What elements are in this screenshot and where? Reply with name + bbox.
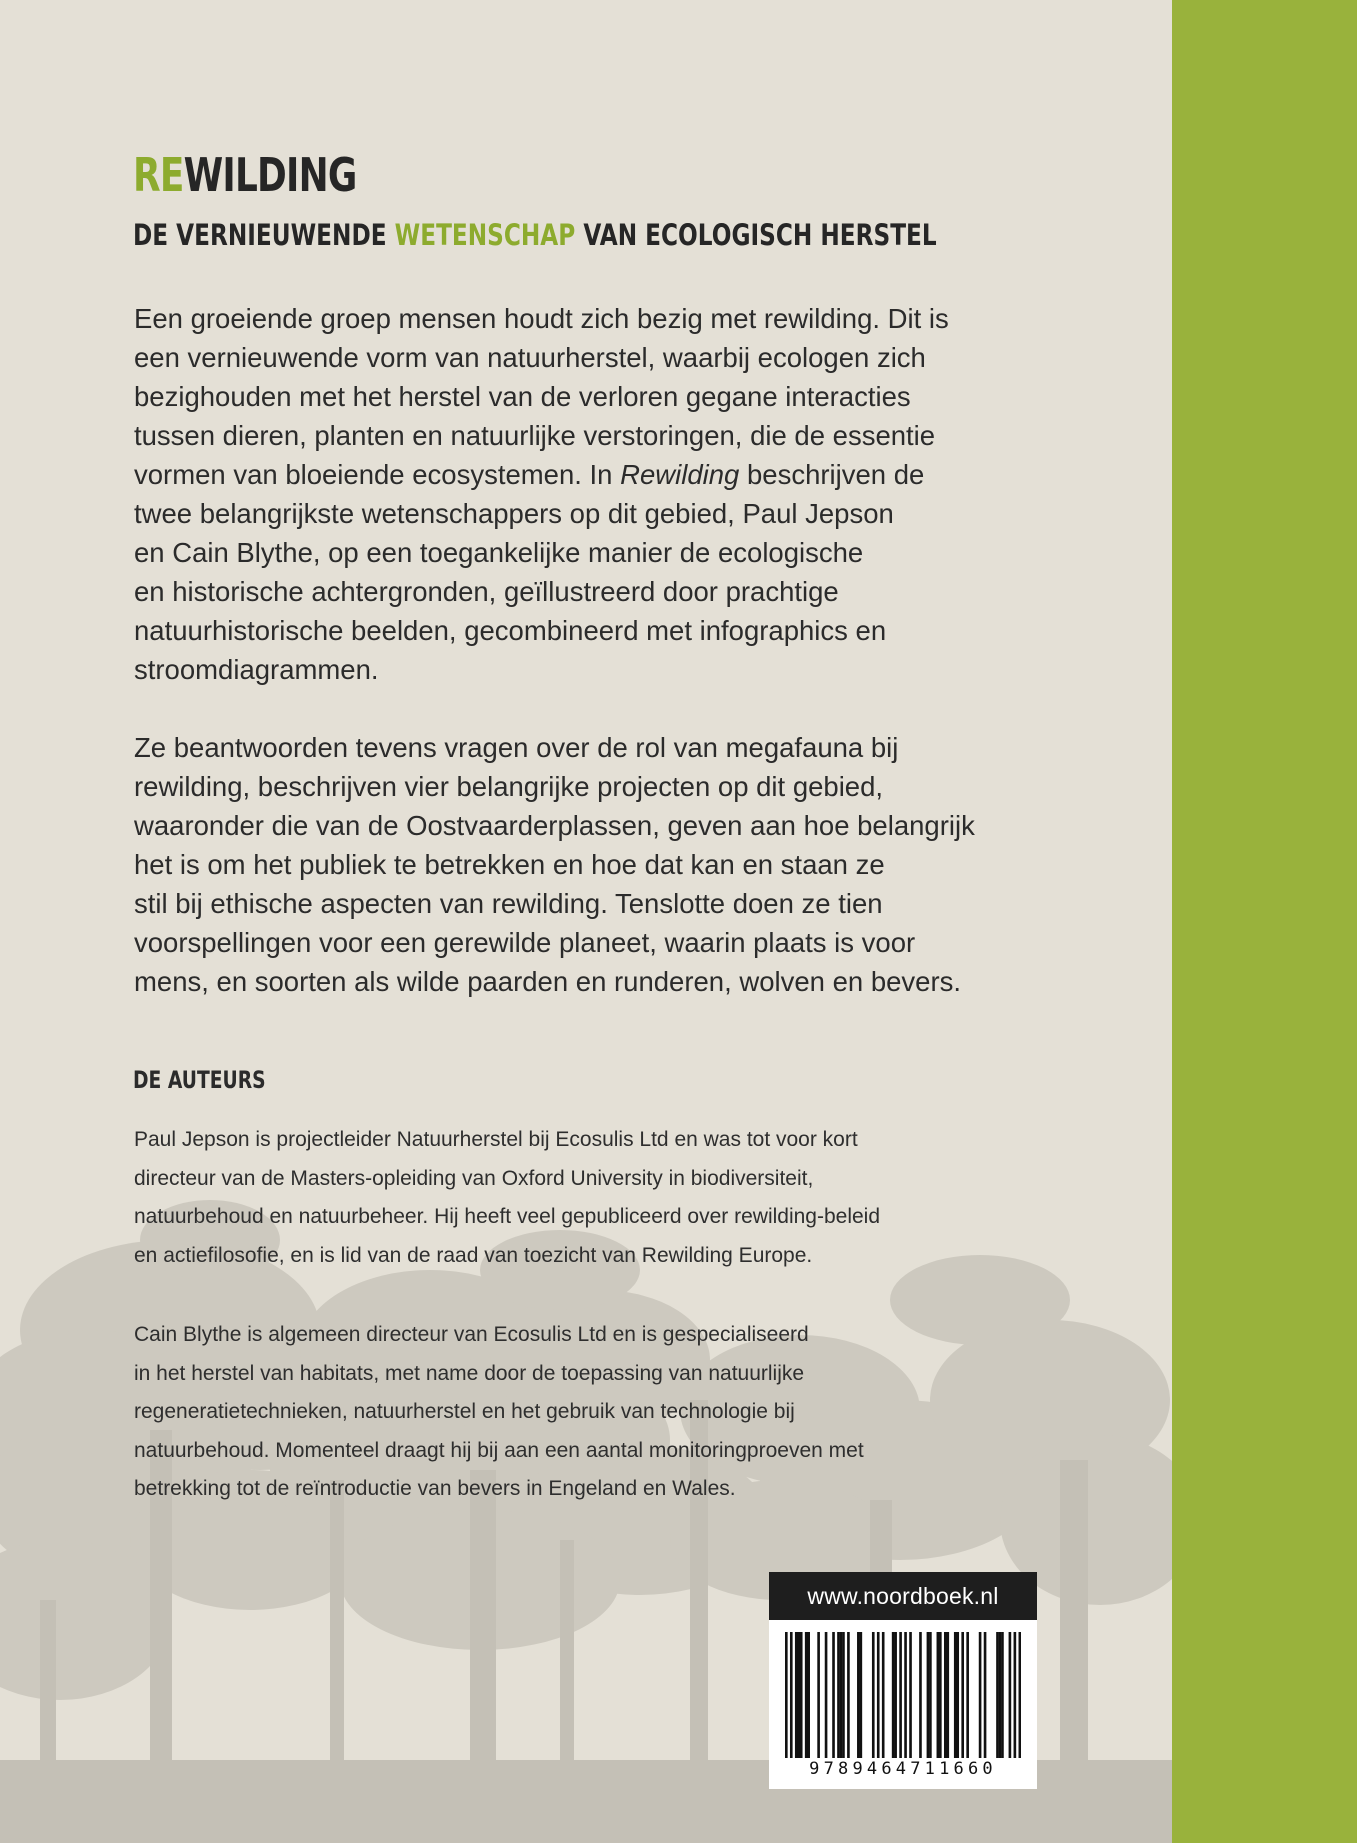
- barcode-bar: [825, 1632, 828, 1758]
- text-line: en historische achtergronden, geïllustreerd door prachtige: [134, 576, 839, 607]
- text-line: Een groeiende groep mensen houdt zich bezig met rewilding. Dit is: [134, 303, 949, 334]
- green-side-band: [1172, 0, 1357, 1843]
- blurb-paragraph-2: [134, 728, 975, 1001]
- author-bio-jepson: [134, 1121, 880, 1275]
- book-subtitle: [133, 218, 937, 252]
- text-line: stroomdiagrammen.: [134, 654, 379, 685]
- barcode-bar: [944, 1632, 947, 1758]
- text-line: tussen dieren, planten en natuurlijke verstoringen, die de essentie: [134, 420, 936, 451]
- subtitle-part-1: DE VERNIEUWENDE: [133, 218, 395, 252]
- barcode-bar: [961, 1632, 964, 1758]
- barcode-bar: [1014, 1632, 1017, 1758]
- barcode-bar: [797, 1632, 800, 1758]
- barcode-bar: [927, 1632, 930, 1758]
- barcode-bar: [840, 1632, 843, 1758]
- text-line: betrekking tot de reïntroductie van bevers in Engeland en Wales.: [134, 1477, 736, 1500]
- text-line: twee belangrijkste wetenschappers op dit gebied, Paul Jepson: [134, 498, 894, 529]
- barcode-bar: [882, 1632, 885, 1758]
- text-line: rewilding, beschrijven vier belangrijke projecten op dit gebied,: [134, 771, 884, 802]
- barcode-bar: [805, 1632, 808, 1758]
- text-line: Cain Blythe is algemeen directeur van Ecosulis Ltd en is gespecialiseerd: [134, 1323, 809, 1346]
- barcode-bar: [1019, 1632, 1021, 1758]
- barcode-bar: [1001, 1632, 1004, 1758]
- barcode-bar: [785, 1632, 788, 1758]
- text-line: bezighouden met het herstel van de verloren gegane interacties: [134, 381, 911, 412]
- barcode-bar: [956, 1632, 959, 1758]
- text-line: waaronder die van de Oostvaarderplassen, geven aan hoe belangrijk: [134, 810, 975, 841]
- text-line: natuurhistorische beelden, gecombineerd met infographics en: [134, 615, 887, 646]
- title-accent: RE: [133, 148, 184, 202]
- barcode-bar: [847, 1632, 850, 1758]
- text-line: een vernieuwende vorm van natuurherstel, waarbij ecologen zich: [134, 342, 926, 373]
- barcode-bar: [872, 1632, 875, 1758]
- publisher-url: www.noordboek.nl: [769, 1572, 1037, 1620]
- text-line: in het herstel van habitats, met name door de toepassing van natuurlijke: [134, 1361, 805, 1385]
- author-bio-blythe: [134, 1316, 864, 1509]
- barcode-bar: [817, 1632, 820, 1758]
- text-line: natuurbehoud. Momenteel draagt hij bij aan een aantal monitoringproeven met: [134, 1438, 864, 1462]
- text-line: mens, en soorten als wilde paarden en runderen, wolven en bevers.: [134, 966, 962, 997]
- barcode-bar: [954, 1632, 957, 1758]
- text-line: Ze beantwoorden tevens vragen over de rol van megafauna bij: [134, 732, 899, 763]
- authors-heading: DE AUTEURS: [133, 1066, 266, 1094]
- text-line: [134, 455, 949, 494]
- barcode-bars: [785, 1632, 1021, 1758]
- barcode-bar: [939, 1632, 942, 1758]
- barcode-bar: [899, 1632, 902, 1758]
- title-main: WILDING: [183, 148, 357, 202]
- barcode-bar: [795, 1632, 798, 1758]
- barcode-bar: [904, 1632, 907, 1758]
- barcode-bar: [966, 1632, 969, 1758]
- subtitle-accent: WETENSCHAP: [394, 218, 576, 252]
- text-line: directeur van de Masters-opleiding van Oxford University in biodiversiteit,: [134, 1166, 814, 1190]
- barcode-bar: [894, 1632, 897, 1758]
- text-segment: beschrijven de: [739, 459, 925, 490]
- text-line: natuurbehoud en natuurbeheer. Hij heeft veel gepubliceerd over rewilding-beleid: [134, 1205, 881, 1228]
- barcode-bar: [946, 1632, 949, 1758]
- text-line: het is om het publiek te betrekken en hoe dat kan en staan ze: [134, 849, 885, 880]
- text-line: stil bij ethische aspecten van rewilding. Tenslotte doen ze tien: [134, 888, 883, 919]
- barcode-bar: [937, 1632, 940, 1758]
- barcode-bar: [800, 1632, 803, 1758]
- barcode-bar: [837, 1632, 840, 1758]
- barcode-bar: [842, 1632, 845, 1758]
- book-title: [133, 148, 357, 202]
- text-line: voorspellingen voor een gerewilde planeet, waarin plaats is voor: [134, 927, 916, 958]
- barcode-bar: [919, 1632, 922, 1758]
- text-line: regeneratietechnieken, natuurherstel en het gebruik van technologie bij: [134, 1400, 795, 1423]
- barcode-bar: [857, 1632, 860, 1758]
- barcode-bar: [832, 1632, 835, 1758]
- book-title-italic: Rewilding: [620, 459, 740, 490]
- barcode-bar: [1009, 1632, 1012, 1758]
- isbn-number: 9789464711660: [809, 1759, 997, 1779]
- barcode-bar: [929, 1632, 932, 1758]
- barcode-bar: [860, 1632, 863, 1758]
- subtitle-part-2: VAN ECOLOGISCH HERSTEL: [575, 218, 937, 252]
- barcode-bar: [984, 1632, 987, 1758]
- blurb-paragraph-1: [134, 299, 949, 689]
- barcode-bar: [877, 1632, 880, 1758]
- barcode-bar: [979, 1632, 982, 1758]
- isbn-barcode: [769, 1620, 1037, 1789]
- text-line: Paul Jepson is projectleider Natuurherstel bij Ecosulis Ltd en was tot voor kort: [134, 1128, 858, 1151]
- barcode-bar: [996, 1632, 999, 1758]
- text-segment: vormen van bloeiende ecosystemen. In: [134, 459, 621, 490]
- barcode-bar: [999, 1632, 1002, 1758]
- barcode-bar: [909, 1632, 912, 1758]
- text-line: en actiefilosofie, en is lid van de raad van toezicht van Rewilding Europe.: [134, 1243, 813, 1267]
- barcode-bar: [790, 1632, 793, 1758]
- barcode-bar: [807, 1632, 810, 1758]
- text-line: en Cain Blythe, op een toegankelijke manier de ecologische: [134, 537, 864, 568]
- barcode-bar: [892, 1632, 895, 1758]
